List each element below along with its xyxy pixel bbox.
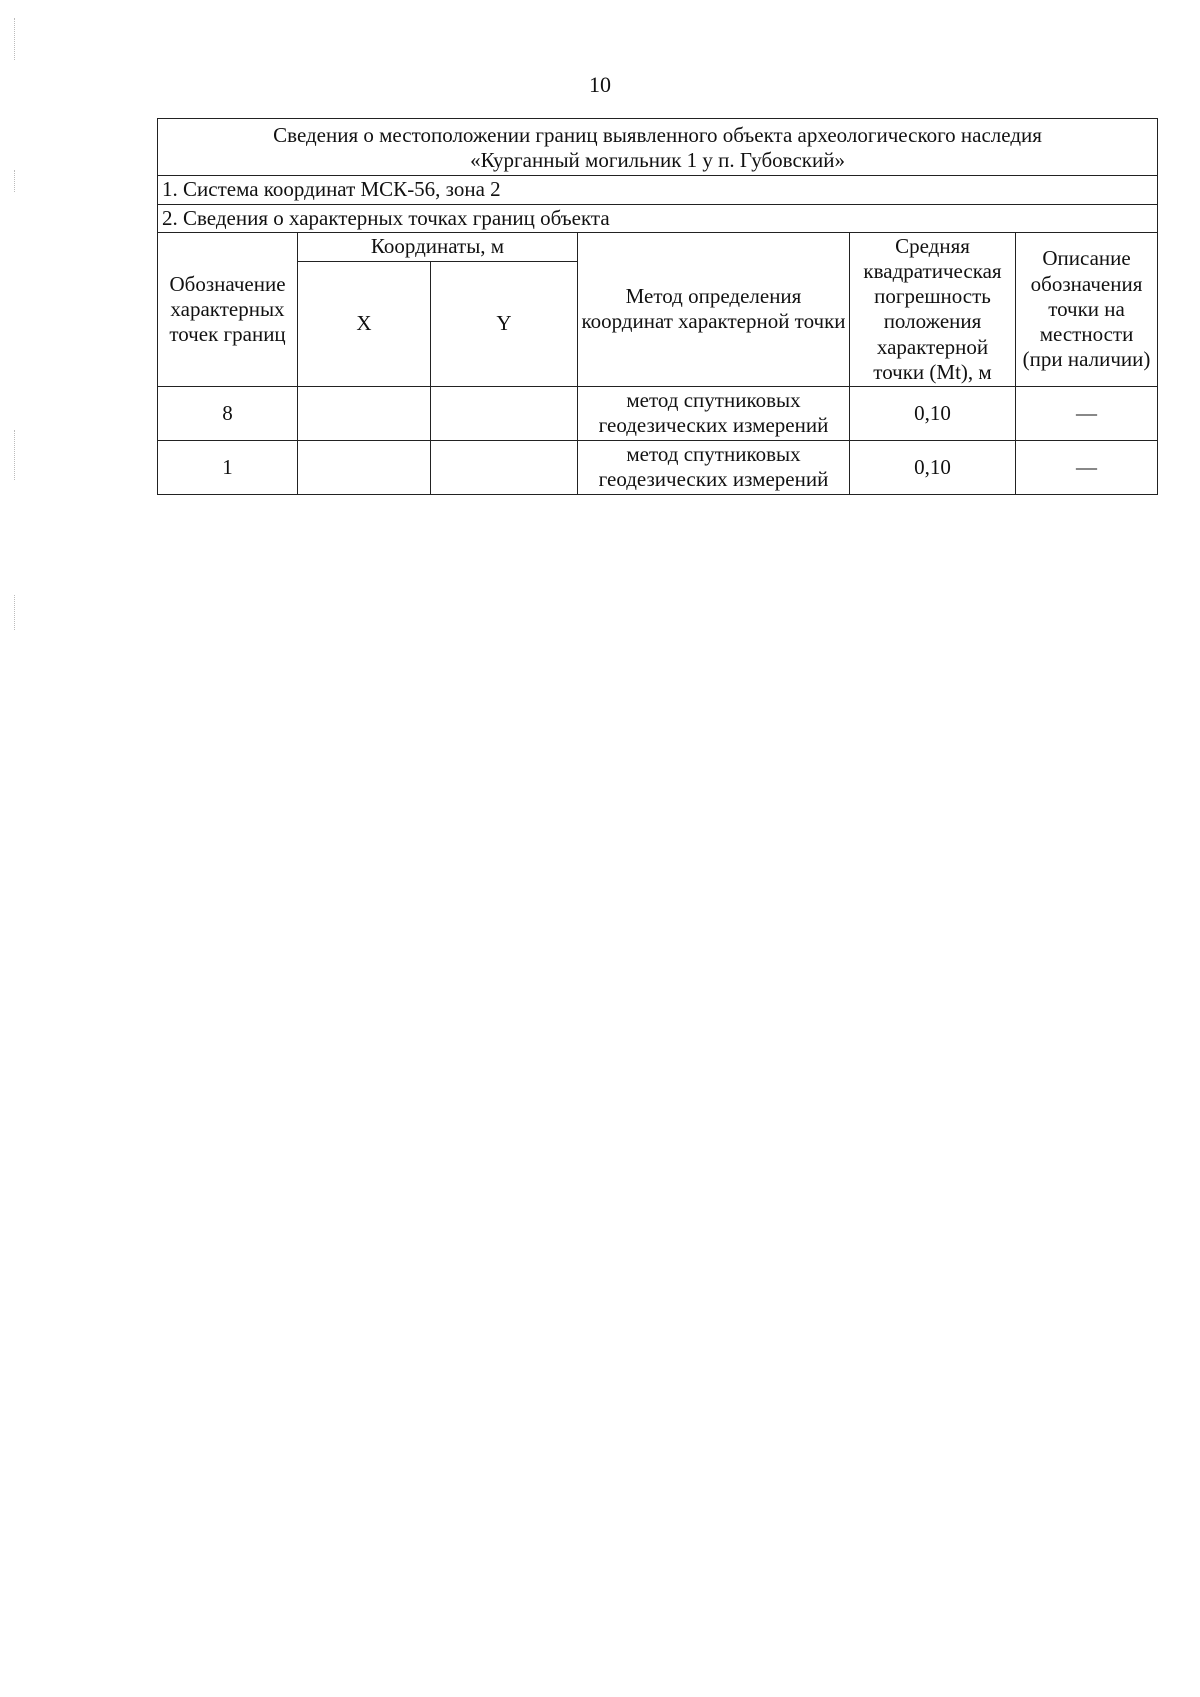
cell-method: метод спутниковых геодезических измерений [578,440,850,494]
scan-edge-mark [14,430,19,480]
table-row [158,386,1158,440]
page-number: 10 [589,72,611,97]
section-boundary-points: 2. Сведения о характерных точках границ объекта [158,204,1158,232]
header-method: Метод определения координат характерной точки [578,232,850,386]
cell-description: — [1016,386,1158,440]
header-rmse: Средняя квадратическая погрешность положения характерной точки (Mt), м [850,232,1016,386]
header-y: Y [431,261,578,386]
header-description: Описание обозначения точки на местности (при наличии) [1016,232,1158,386]
boundary-points-table [157,118,1158,495]
cell-x [298,386,431,440]
header-x: X [298,261,431,386]
cell-rmse: 0,10 [850,440,1016,494]
cell-point: 1 [158,440,298,494]
header-row-1 [158,232,1158,261]
table-title [158,119,1158,176]
section-row-coordinate-system [158,176,1158,204]
cell-y [431,386,578,440]
table-title-line-1: Сведения о местоположении границ выявленного объекта археологического наследия [273,123,1042,147]
table-row [158,440,1158,494]
header-point-designation: Обозначение характерных точек границ [158,232,298,386]
scan-edge-mark [14,170,19,192]
cell-point: 8 [158,386,298,440]
table-title-line-2: «Курганный могильник 1 у п. Губовский» [470,148,845,173]
cell-y [431,440,578,494]
cell-description: — [1016,440,1158,494]
table-title-row [158,119,1158,176]
section-row-boundary-points [158,204,1158,232]
section-coordinate-system: 1. Система координат МСК-56, зона 2 [158,176,1158,204]
cell-x [298,440,431,494]
scan-edge-mark [14,18,19,60]
header-coordinates: Координаты, м [298,232,578,261]
cell-method: метод спутниковых геодезических измерений [578,386,850,440]
cell-rmse: 0,10 [850,386,1016,440]
scan-edge-mark [14,595,19,630]
